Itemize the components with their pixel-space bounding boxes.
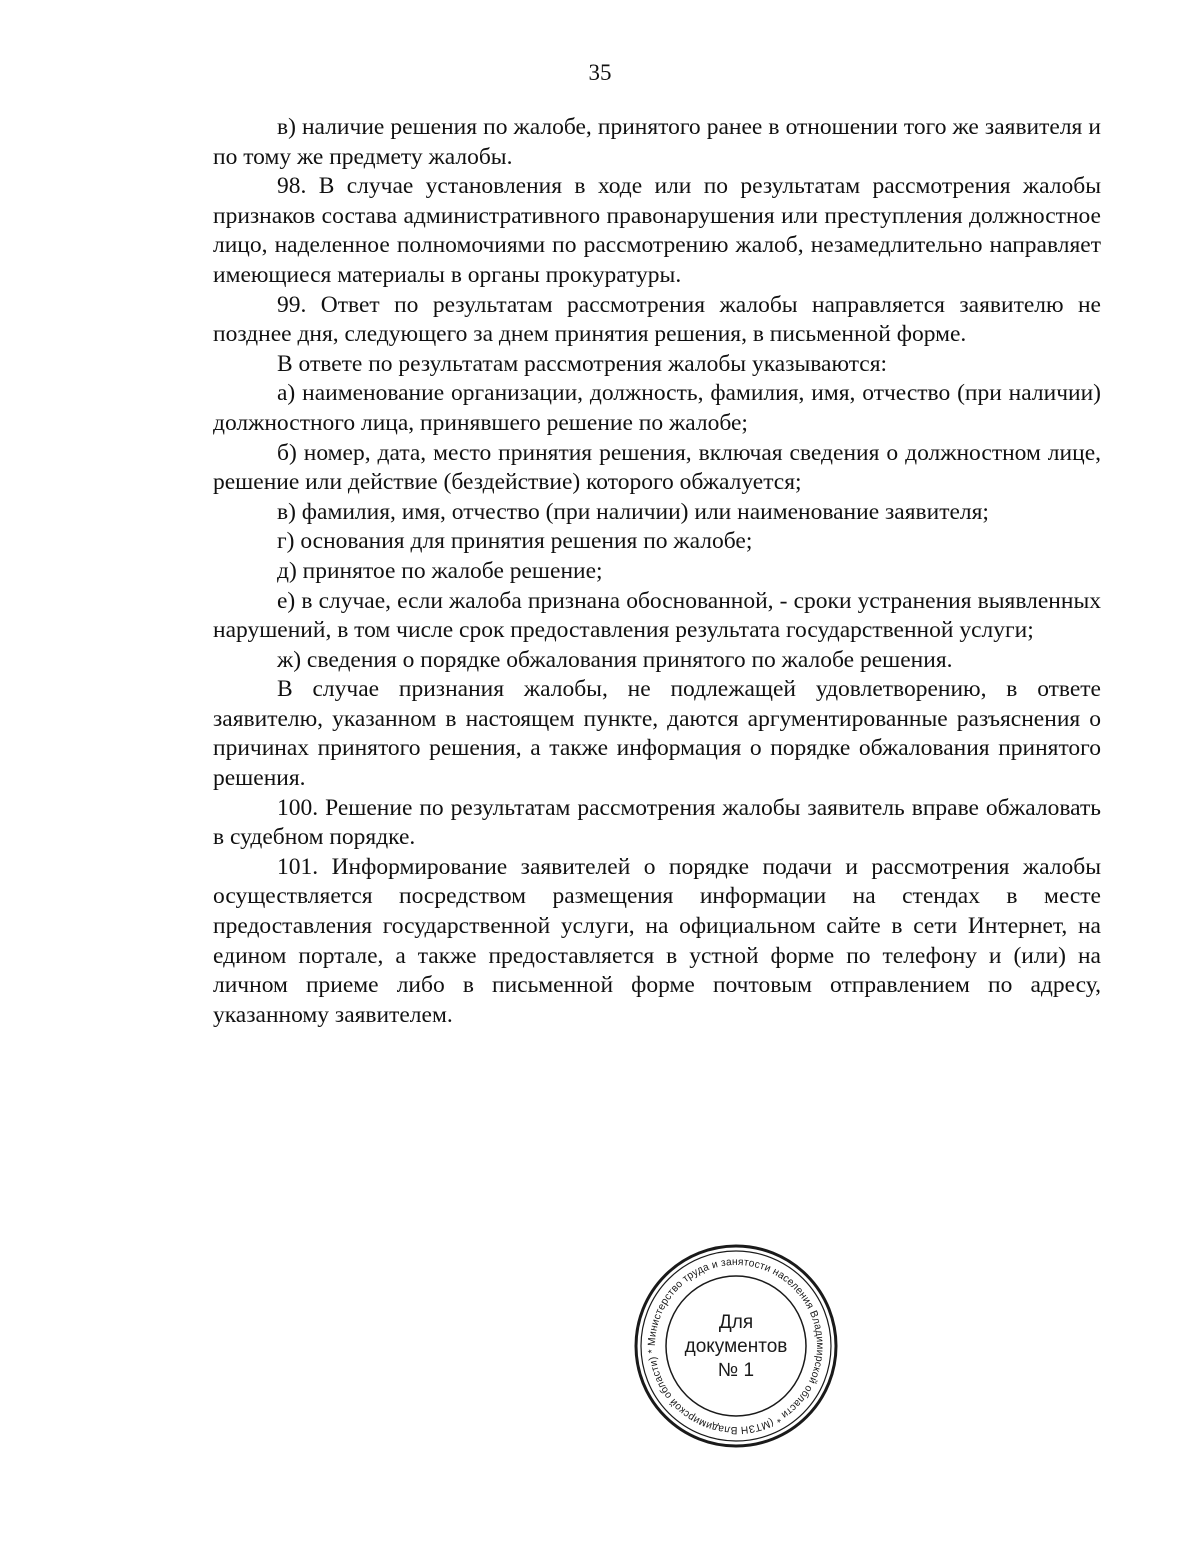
- stamp-line-1: Для: [718, 1312, 754, 1333]
- official-stamp: [633, 1243, 839, 1449]
- stamp-line-3: № 1: [717, 1360, 755, 1381]
- stamp-line-2: документов: [684, 1336, 788, 1357]
- paragraph-item-b: б) номер, дата, место принятия решения, включая сведения о должностном лице, решение или действие (бездействие) которого обжалуется;: [213, 439, 1101, 496]
- paragraph-99: 99. Ответ по результатам рассмотрения жалобы направляется заявителю не позднее дня, следующего за днем принятия решения, в письменной форме.: [213, 291, 1101, 348]
- paragraph-rejection: В случае признания жалобы, не подлежащей удовлетворению, в ответе заявителю, указанном в настоящем пункте, даются аргументированные разъяснения о причинах принятого решения, а также информация о порядке обжалования принятого решения.: [213, 676, 1101, 792]
- paragraph-item-zh: ж) сведения о порядке обжалования принятого по жалобе решения.: [277, 646, 953, 673]
- paragraph-100: 100. Решение по результатам рассмотрения жалобы заявитель вправе обжаловать в судебном порядке.: [213, 794, 1101, 851]
- paragraph-item-e: е) в случае, если жалоба признана обоснованной, - сроки устранения выявленных нарушений, в том числе срок предоставления результата государственной услуги;: [213, 587, 1101, 644]
- stamp-center-text: [633, 1311, 839, 1383]
- page-number: 35: [588, 60, 612, 85]
- paragraph-item-v2: в) фамилия, имя, отчество (при наличии) или наименование заявителя;: [277, 498, 989, 525]
- stamp-ring-text-path: Министерство труда и занятости населения Владимирской области * (МТЗН Владимирской области) *: [645, 1255, 827, 1437]
- paragraph-98: 98. В случае установления в ходе или по результатам рассмотрения жалобы признаков состава административного правонарушения или преступления должностное лицо, наделенное полномочиями по рассмотрению жалоб, незамедлительно направляет имеющиеся материалы в органы прокуратуры.: [213, 173, 1101, 288]
- document-body: [213, 113, 1101, 1030]
- paragraph-item-a: а) наименование организации, должность, фамилия, имя, отчество (при наличии) должностного лица, принявшего решение по жалобе;: [213, 380, 1101, 436]
- paragraph-item-d: д) принятое по жалобе решение;: [277, 557, 603, 584]
- paragraph-answer-intro: В ответе по результатам рассмотрения жалобы указываются:: [277, 350, 888, 377]
- paragraph-item-g: г) основания для принятия решения по жалобе;: [277, 528, 753, 555]
- paragraph-item-v: в) наличие решения по жалобе, принятого ранее в отношении того же заявителя и по тому же предмету жалобы.: [213, 114, 1101, 170]
- paragraph-101: 101. Информирование заявителей о порядке подачи и рассмотрения жалобы осуществляется посредством размещения информации на стендах в месте предоставления государственной услуги, на официальном сайте в сети Интернет, на едином портале, а также предоставляется в устной форме по телефону и (или) на личном приеме либо в письменной форме почтовым отправлением по адресу, указанному заявителем.: [213, 853, 1101, 1028]
